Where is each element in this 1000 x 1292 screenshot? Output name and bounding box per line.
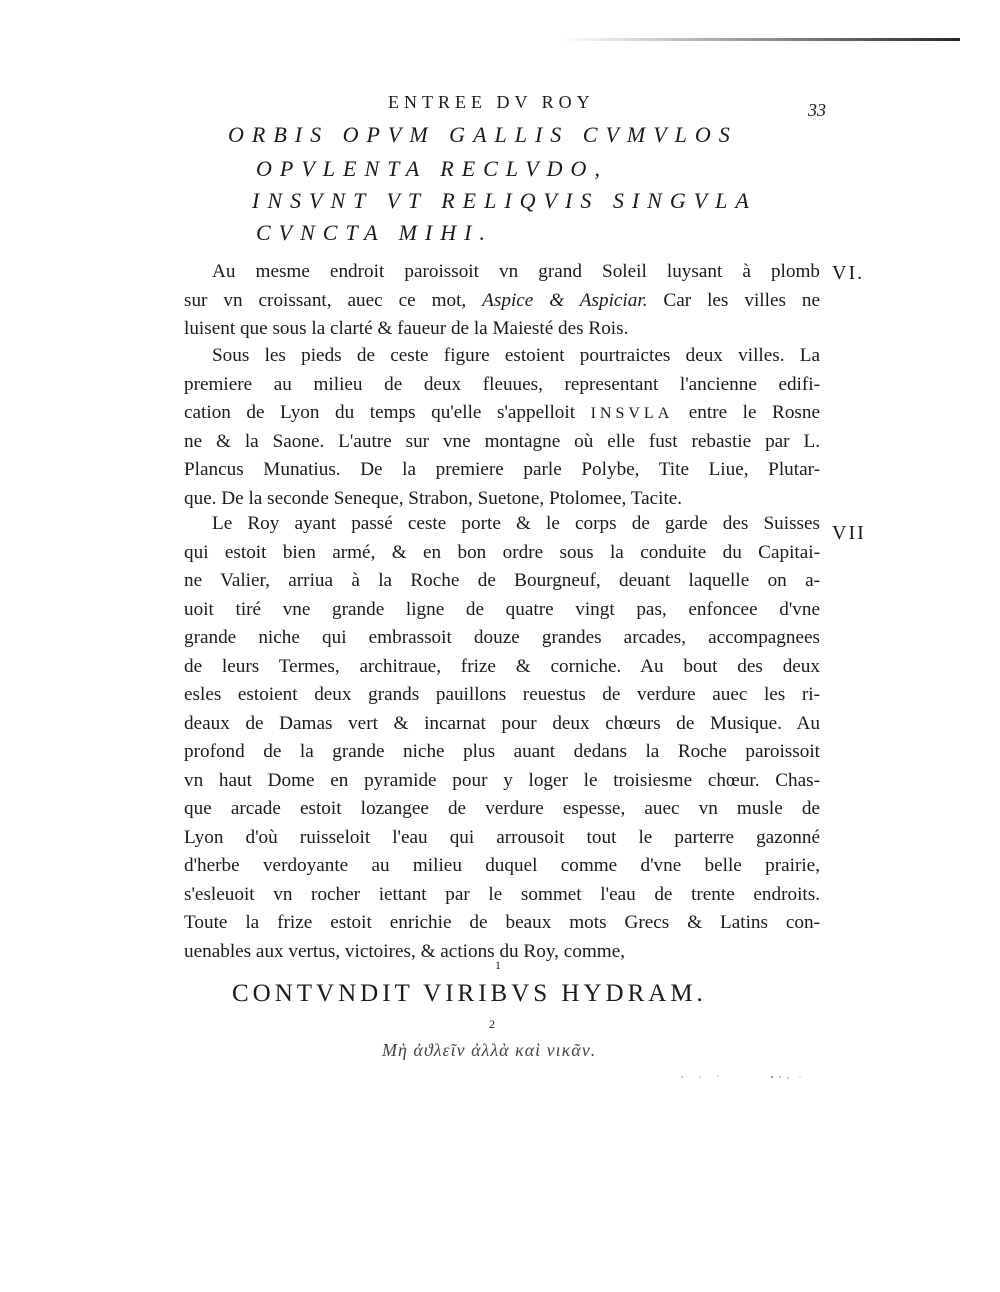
text-line: grande niche qui embrassoit douze grandes arcades, accompagnees xyxy=(184,627,820,648)
latin-motto: CONTVNDIT VIRIBVS HYDRAM. xyxy=(232,980,707,1007)
text-line: Toute la frize estoit enrichie de beaux mots Grecs & Latins con- xyxy=(184,912,820,933)
text-line: luisent que sous la clarté & faueur de la Maiesté des Rois. xyxy=(184,318,629,339)
margin-mark-vii: VII xyxy=(832,522,866,544)
text-line xyxy=(184,287,820,316)
paragraph-roche-bourgneuf xyxy=(184,510,820,966)
text-line: premiere au milieu de deux fleuues, representant l'ancienne edifi- xyxy=(184,373,820,395)
text-line: Plancus Munatius. De la premiere parle Polybe, Tite Liue, Plutar- xyxy=(184,459,820,480)
text-line: ne & la Saone. L'autre sur vne montagne où elle fust rebastie par L. xyxy=(184,430,820,452)
text-line: que. De la seconde Seneque, Strabon, Suetone, Ptolomee, Tacite. xyxy=(184,487,683,509)
text-line: Lyon d'où ruisseloit l'eau qui arrousoit tout le parterre gazonné xyxy=(184,826,820,848)
running-head: ENTREE DV ROY xyxy=(388,92,595,112)
text-run: entre le Rosne xyxy=(673,402,821,423)
motto-number: 2 xyxy=(489,1017,495,1031)
paragraph-sun xyxy=(184,258,820,344)
scan-edge-line xyxy=(560,38,960,41)
text-line: s'esleuoit vn rocher iettant par le sommet l'eau de trente endroits. xyxy=(184,883,820,905)
text-line: de leurs Termes, architraue, frize & corniche. Au bout des deux xyxy=(184,655,820,677)
inscription-line: CVNCTA MIHI. xyxy=(256,220,493,245)
inscription-line: INSVNT VT RELIQVIS SINGVLA xyxy=(252,188,757,213)
text-line: deaux de Damas vert & incarnat pour deux chœurs de Musique. Au xyxy=(184,712,820,734)
margin-mark-vi: VI. xyxy=(832,262,865,284)
greek-motto: Μὴ ἀϑλεῖν ἀλλὰ καὶ νικᾶν. xyxy=(382,1040,597,1060)
inscription-line: OPVLENTA RECLVDO, xyxy=(256,156,608,181)
page-number: 33 xyxy=(808,100,826,120)
text-line: uoit tiré vne grande ligne de quatre vingt pas, enfoncee d'vne xyxy=(184,598,820,620)
text-line: Le Roy ayant passé ceste porte & le corps de garde des Suisses xyxy=(212,513,820,534)
text-line: d'herbe verdoyante au milieu duquel comme d'vne belle prairie, xyxy=(184,855,820,876)
text-run: cation de Lyon du temps qu'elle s'appelloit xyxy=(184,402,591,423)
motto-number: 1 xyxy=(495,958,501,972)
text-line: vn haut Dome en pyramide pour y loger le troisiesme chœur. Chas- xyxy=(184,769,820,791)
paragraph-two-cities xyxy=(184,342,820,513)
text-run: Car les villes ne xyxy=(647,289,820,311)
text-line: Sous les pieds de ceste figure estoient pourtraictes deux villes. La xyxy=(212,345,820,366)
text-line: ne Valier, arriua à la Roche de Bourgneuf, deuant laquelle on a- xyxy=(184,570,820,591)
text-line: Au mesme endroit paroissoit vn grand Soleil luysant à plomb xyxy=(212,261,820,282)
text-run: sur vn croissant, auec ce mot, xyxy=(184,289,483,311)
ink-specks xyxy=(676,1074,806,1080)
motto-inline: Aspice & Aspiciar. xyxy=(482,289,648,311)
text-line: profond de la grande niche plus auant dedans la Roche paroissoit xyxy=(184,741,820,762)
inscription-line: ORBIS OPVM GALLIS CVMVLOS xyxy=(228,122,738,147)
insula-smallcaps: INSVLA xyxy=(590,405,674,422)
text-line: qui estoit bien armé, & en bon ordre sous la conduite du Capitai- xyxy=(184,541,820,563)
text-line: uenables aux vertus, victoires, & actions du Roy, comme, xyxy=(184,940,626,962)
text-line: esles estoient deux grands pauillons reuestus de verdure auec les ri- xyxy=(184,684,820,705)
text-line: que arcade estoit lozangee de verdure espesse, auec vn musle de xyxy=(184,798,820,819)
text-line xyxy=(184,399,820,428)
